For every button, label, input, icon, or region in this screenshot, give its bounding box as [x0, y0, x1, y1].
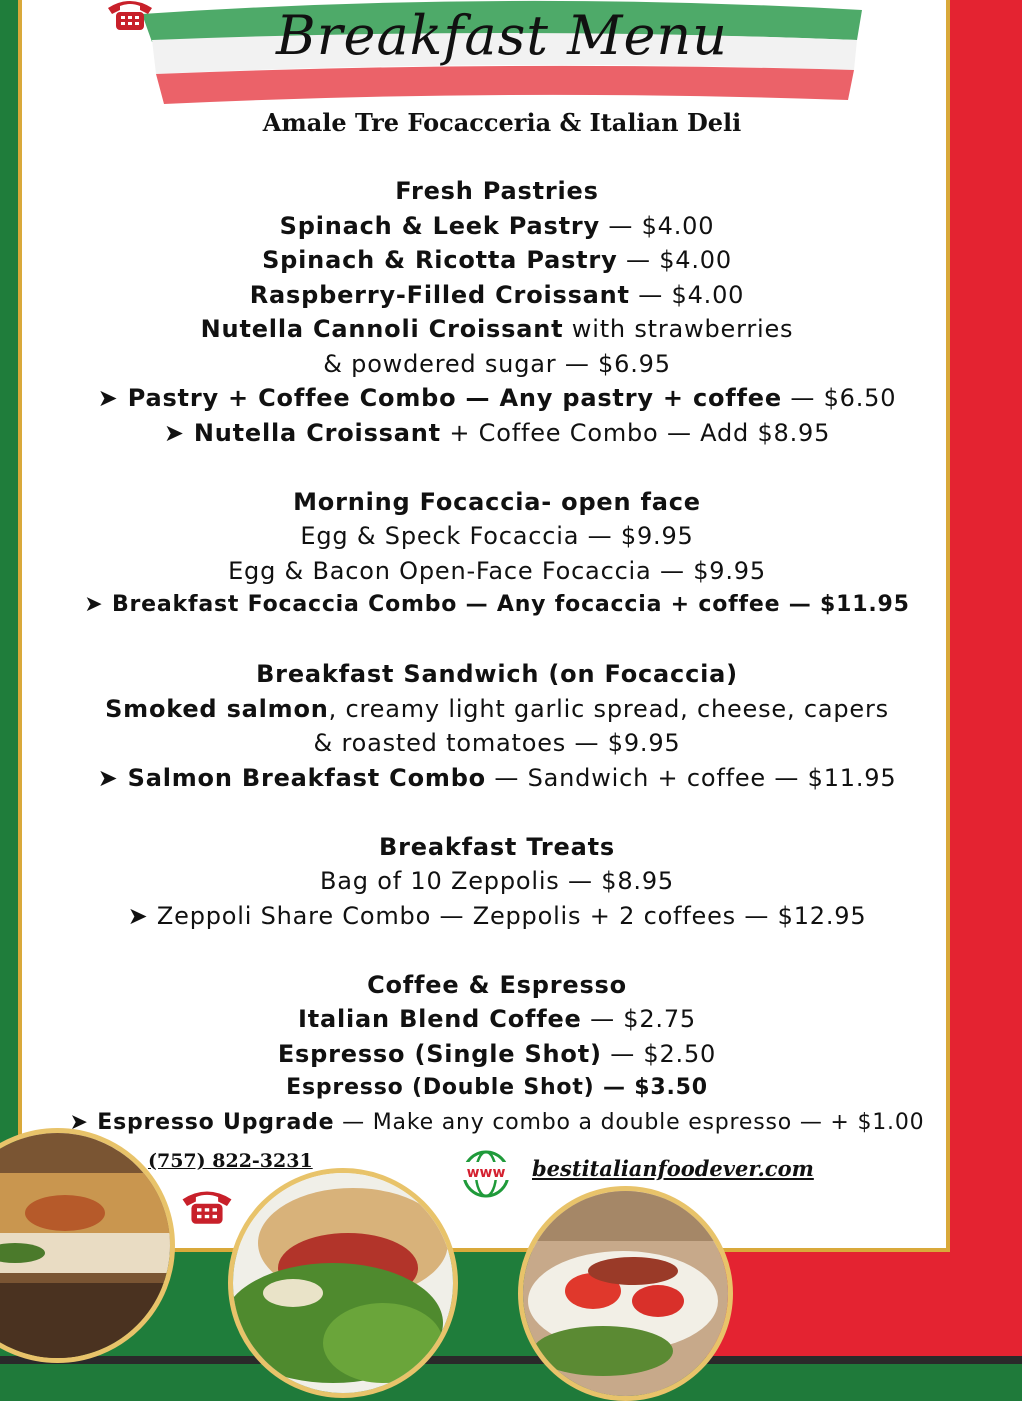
menu-list: [22, 174, 972, 1140]
combo-line: [22, 416, 972, 451]
section-heading-treats: Breakfast Treats: [379, 832, 615, 861]
section-heading-coffee: Coffee & Espresso: [367, 970, 627, 999]
section-heading-sandwich: Breakfast Sandwich (on Focaccia): [256, 660, 738, 688]
menu-item: [22, 209, 972, 244]
item-price: — $4.00: [617, 246, 732, 274]
item-price: — $4.00: [599, 211, 715, 240]
item-name: Italian Blend Coffee: [297, 1005, 582, 1033]
food-photo-focaccia: [518, 1186, 733, 1401]
bottom-strip: [0, 1356, 1022, 1364]
menu-item: [22, 312, 972, 347]
combo-name: ➤ Pastry + Coffee Combo — Any pastry + coffee: [97, 384, 782, 412]
menu-item: [22, 1002, 972, 1037]
item-desc: with strawberries: [563, 315, 794, 343]
website-link[interactable]: bestitalianfoodever.com: [532, 1156, 814, 1181]
globe-www-icon: [458, 1148, 514, 1200]
section-heading-focaccia: Morning Focaccia- open face: [293, 487, 701, 516]
item-price: — $2.50: [601, 1039, 717, 1068]
item-price: — $4.00: [629, 280, 745, 309]
upgrade-desc: — Make any combo a double espresso — + $1.00: [334, 1109, 925, 1135]
combo-line: [22, 761, 972, 796]
combo-line: ➤ Breakfast Focaccia Combo — Any focaccia + coffee — $11.95: [84, 592, 910, 617]
globe-label: www: [466, 1165, 506, 1181]
section-heading-pastries: Fresh Pastries: [395, 177, 599, 205]
menu-item-continued: & powdered sugar — $6.95: [323, 349, 671, 378]
upgrade-name: ➤ Espresso Upgrade: [69, 1109, 335, 1135]
menu-item: [22, 243, 972, 278]
item-name: Spinach & Leek Pastry: [279, 211, 600, 240]
restaurant-name: Amale Tre Focacceria & Italian Deli: [262, 108, 742, 137]
item-name: Spinach & Ricotta Pastry: [262, 246, 618, 274]
telephone-icon: [104, 0, 156, 32]
telephone-icon: [176, 1186, 238, 1226]
item-name: Nutella Cannoli Croissant: [200, 315, 564, 343]
item-name: Raspberry-Filled Croissant: [249, 280, 630, 309]
menu-title: Breakfast Menu: [276, 4, 728, 67]
menu-item: Egg & Speck Focaccia — $9.95: [300, 522, 694, 550]
combo-price: + Coffee Combo — Add $8.95: [440, 418, 831, 447]
combo-name: ➤ Salmon Breakfast Combo: [97, 763, 486, 792]
phone-number-link[interactable]: (757) 822-3231: [148, 1150, 313, 1172]
item-name: Espresso (Single Shot): [277, 1039, 602, 1068]
menu-item: [22, 278, 972, 313]
combo-price: — $6.50: [781, 384, 897, 412]
menu-card: [18, 0, 950, 1252]
menu-item: [22, 1037, 972, 1072]
menu-item-continued: & roasted tomatoes — $9.95: [313, 729, 681, 757]
upgrade-line: [22, 1106, 972, 1141]
menu-item: Bag of 10 Zeppolis — $8.95: [320, 867, 674, 895]
combo-line: ➤ Zeppoli Share Combo — Zeppolis + 2 coffees — $12.95: [127, 901, 867, 930]
combo-line: [22, 381, 972, 416]
menu-item: Egg & Bacon Open-Face Focaccia — $9.95: [228, 556, 766, 585]
combo-price: — Sandwich + coffee — $11.95: [485, 763, 897, 792]
menu-item: Espresso (Double Shot) — $3.50: [286, 1075, 708, 1100]
item-name: Smoked salmon: [105, 694, 329, 723]
item-price: — $2.75: [581, 1005, 697, 1033]
item-desc: , creamy light garlic spread, cheese, capers: [328, 694, 889, 723]
menu-item: [22, 692, 972, 727]
combo-name: ➤ Nutella Croissant: [163, 418, 441, 447]
